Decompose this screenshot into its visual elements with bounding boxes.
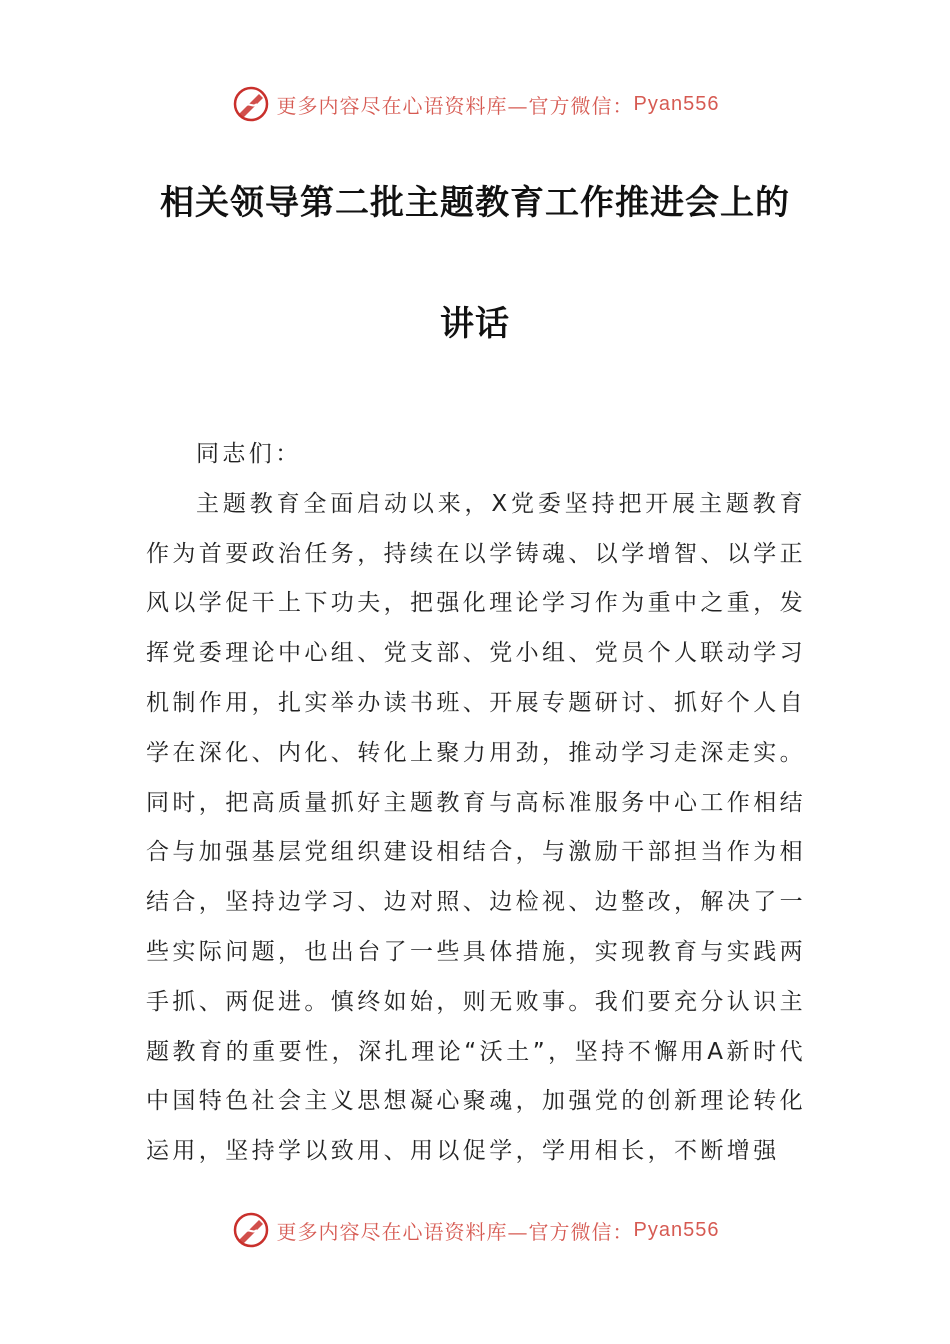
pen-logo-icon: [231, 84, 271, 124]
body-paragraph: 主题教育全面启动以来，X党委坚持把开展主题教育作为首要政治任务，持续在以学铸魂、以学增智、以学正风以学促干上下功夫，把强化理论学习作为重中之重，发挥党委理论中心组、党支部、党小组、党员个人联动学习机制作用，扎实举办读书班、开展专题研讨、抓好个人自学在深化、内化、转化上聚力用劲，推动学习走深走实。同时，把高质量抓好主题教育与高标准服务中心工作相结合与加强基层党组织建设相结合，与激励干部担当作为相结合，坚持边学习、边对照、边检视、边整改，解决了一些实际问题，也出台了一些具体措施，实现教育与实践两手抓、两促进。慎终如始，则无败事。我们要充分认识主题教育的重要性，深扎理论“沃土”，坚持不懈用A新时代中国特色社会主义思想凝心聚魂，加强党的创新理论转化运用，坚持学以致用、用以促学，学用相长，不断增强: [146, 490, 806, 1165]
pen-logo-icon: [231, 1210, 271, 1250]
page-title-line2: 讲话: [440, 304, 510, 344]
salutation: 同志们：: [196, 441, 302, 467]
watermark-wechat-id: Pyan556: [633, 1218, 720, 1241]
speech-body: [146, 430, 806, 1177]
page-title-line1: 相关领导第二批主题教育工作推进会上的: [160, 183, 790, 223]
watermark-text: 更多内容尽在心语资料库—官方微信：: [276, 1219, 634, 1244]
footer-watermark: [0, 1210, 950, 1250]
header-watermark: [0, 84, 950, 124]
watermark-wechat-id: Pyan556: [633, 92, 720, 115]
watermark-text: 更多内容尽在心语资料库—官方微信：: [276, 93, 634, 118]
